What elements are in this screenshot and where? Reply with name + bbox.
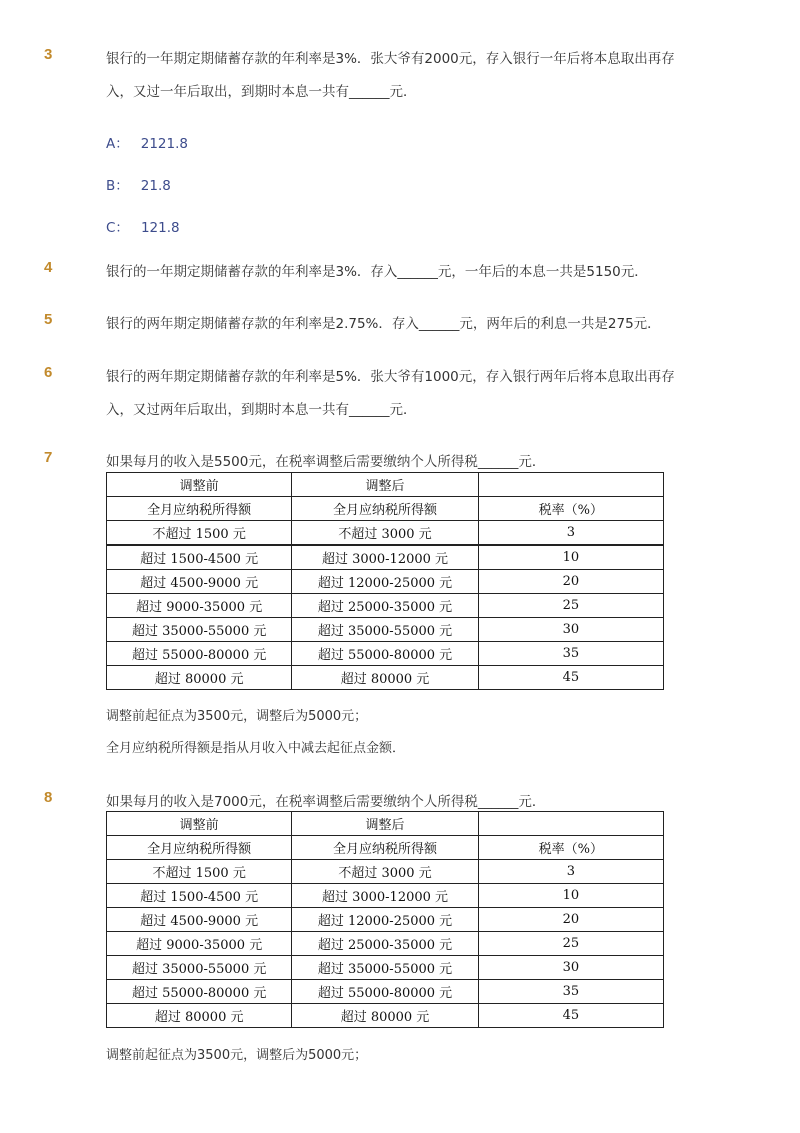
tax-rate-table — [106, 811, 664, 1028]
table-cell: 30 — [478, 956, 663, 980]
table-cell: 超过 3000-12000 元 — [292, 545, 478, 570]
table-row — [107, 594, 664, 618]
table-cell: 30 — [478, 618, 663, 642]
table-cell: 超过 1500-4500 元 — [107, 884, 292, 908]
table-cell: 45 — [478, 666, 663, 690]
table-row — [107, 642, 664, 666]
table-cell: 超过 25000-35000 元 — [292, 594, 478, 618]
table-cell: 超过 55000-80000 元 — [107, 642, 292, 666]
table-cell: 10 — [478, 545, 663, 570]
table-cell: 3 — [478, 521, 663, 546]
table-row — [107, 884, 664, 908]
table-row — [107, 545, 664, 570]
table-cell: 35 — [478, 980, 663, 1004]
table-header-cell: 全月应纳税所得额 — [107, 836, 292, 860]
table-row — [107, 932, 664, 956]
table-row — [107, 980, 664, 1004]
question-text: 如果每月的收入是7000元，在税率调整后需要缴纳个人所得税______元． — [106, 794, 546, 810]
table-cell: 超过 9000-35000 元 — [107, 594, 292, 618]
table-row — [107, 570, 664, 594]
option-b[interactable] — [106, 174, 171, 194]
table-cell: 25 — [478, 594, 663, 618]
note-text: 调整前起征点为3500元，调整后为5000元； — [106, 1048, 368, 1063]
table-header-cell: 全月应纳税所得额 — [107, 497, 292, 521]
table-cell: 超过 12000-25000 元 — [292, 570, 478, 594]
table-cell: 超过 80000 元 — [292, 1004, 478, 1028]
table-cell: 超过 35000-55000 元 — [292, 618, 478, 642]
note-text: 全月应纳税所得额是指从月收入中减去起征点金额． — [106, 741, 406, 756]
table-cell: 超过 12000-25000 元 — [292, 908, 478, 932]
table-cell: 超过 35000-55000 元 — [107, 618, 292, 642]
table-cell: 超过 55000-80000 元 — [292, 642, 478, 666]
table-cell: 25 — [478, 932, 663, 956]
table-header-cell: 税率（%） — [478, 497, 663, 521]
table-cell: 不超过 3000 元 — [292, 860, 478, 884]
table-row — [107, 1004, 664, 1028]
option-value: 21.8 — [140, 178, 171, 194]
tax-rate-table — [106, 472, 664, 690]
table-header-cell: 全月应纳税所得额 — [292, 497, 478, 521]
question-text: 如果每月的收入是5500元，在税率调整后需要缴纳个人所得税______元． — [106, 454, 546, 470]
table-header-cell: 调整前 — [107, 473, 292, 497]
table-cell: 超过 35000-55000 元 — [292, 956, 478, 980]
table-header-cell: 调整后 — [292, 812, 478, 836]
table-cell: 超过 25000-35000 元 — [292, 932, 478, 956]
table-row — [107, 666, 664, 690]
table-cell: 超过 35000-55000 元 — [107, 956, 292, 980]
table-cell: 超过 4500-9000 元 — [107, 908, 292, 932]
table-cell: 超过 55000-80000 元 — [107, 980, 292, 1004]
table-cell: 超过 80000 元 — [107, 1004, 292, 1028]
table-cell: 超过 3000-12000 元 — [292, 884, 478, 908]
table-header-cell: 税率（%） — [478, 836, 663, 860]
question-number: 4 — [44, 259, 53, 276]
option-label: B： — [106, 178, 129, 194]
question-number: 3 — [44, 46, 53, 63]
table-header-cell: 调整前 — [107, 812, 292, 836]
table-row — [107, 908, 664, 932]
table-row — [107, 956, 664, 980]
table-cell: 20 — [478, 570, 663, 594]
option-label: C： — [106, 220, 129, 236]
table-cell: 超过 1500-4500 元 — [107, 545, 292, 570]
table-cell: 超过 4500-9000 元 — [107, 570, 292, 594]
table-cell: 超过 9000-35000 元 — [107, 932, 292, 956]
table-cell: 45 — [478, 1004, 663, 1028]
question-text: 入，又过两年后取出，到期时本息一共有______元． — [106, 402, 417, 418]
question-text: 银行的两年期定期储蓄存款的年利率是5%．张大爷有1000元，存入银行两年后将本息取出再存 — [106, 369, 675, 385]
table-header-cell: 全月应纳税所得额 — [292, 836, 478, 860]
option-a[interactable] — [106, 132, 188, 152]
table-header-cell — [478, 473, 663, 497]
table-row — [107, 860, 664, 884]
question-text: 银行的一年期定期储蓄存款的年利率是3%．张大爷有2000元，存入银行一年后将本息取出再存 — [106, 51, 675, 67]
table-row — [107, 521, 664, 546]
option-label: A： — [106, 136, 129, 152]
table-cell: 20 — [478, 908, 663, 932]
option-c[interactable] — [106, 216, 180, 236]
question-text: 入，又过一年后取出，到期时本息一共有______元． — [106, 84, 417, 100]
table-cell: 超过 55000-80000 元 — [292, 980, 478, 1004]
table-row — [107, 618, 664, 642]
question-number: 8 — [44, 789, 53, 806]
table-cell: 3 — [478, 860, 663, 884]
table-cell: 10 — [478, 884, 663, 908]
table-cell: 不超过 3000 元 — [292, 521, 478, 546]
question-number: 5 — [44, 311, 53, 328]
option-value: 121.8 — [140, 220, 180, 236]
question-text: 银行的两年期定期储蓄存款的年利率是2.75%．存入______元，两年后的利息一共是275元． — [106, 316, 661, 332]
table-cell: 不超过 1500 元 — [107, 521, 292, 546]
table-header-cell: 调整后 — [292, 473, 478, 497]
question-text: 银行的一年期定期储蓄存款的年利率是3%．存入______元，一年后的本息一共是5150元． — [106, 264, 648, 280]
table-cell: 不超过 1500 元 — [107, 860, 292, 884]
table-cell: 超过 80000 元 — [292, 666, 478, 690]
table-cell: 超过 80000 元 — [107, 666, 292, 690]
question-number: 7 — [44, 449, 53, 466]
table-cell: 35 — [478, 642, 663, 666]
question-number: 6 — [44, 364, 53, 381]
option-value: 2121.8 — [140, 136, 188, 152]
note-text: 调整前起征点为3500元，调整后为5000元； — [106, 709, 368, 724]
table-header-cell — [478, 812, 663, 836]
